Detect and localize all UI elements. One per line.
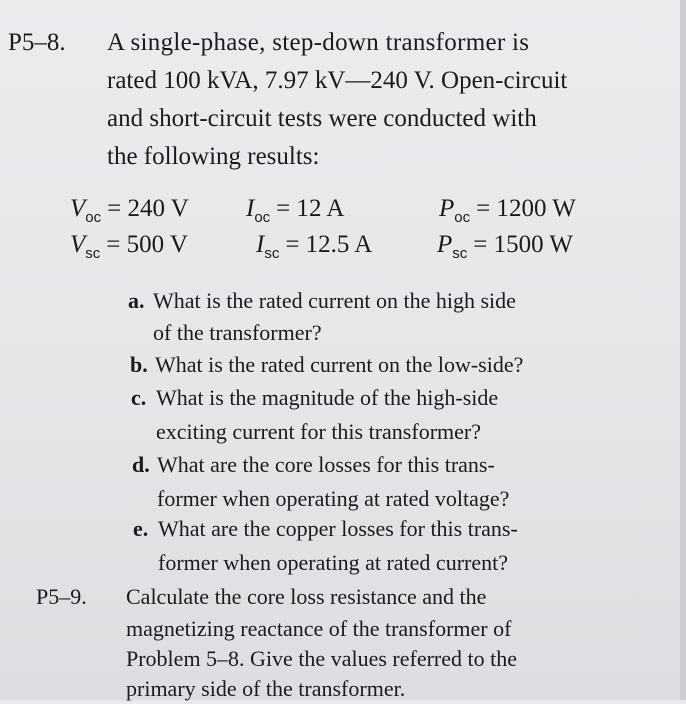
- question-a-letter: a.: [128, 288, 145, 313]
- question-b-letter: b.: [130, 352, 148, 377]
- p-sc-subscript: sc: [452, 245, 468, 262]
- v-oc-symbol: V: [70, 195, 86, 222]
- p-sc-value: = 1500 W: [473, 231, 574, 258]
- i-sc-symbol: I: [256, 231, 265, 258]
- problem-5-9-line-2: magnetizing reactance of the transformer of: [126, 616, 512, 641]
- i-oc: [246, 194, 344, 227]
- i-oc-symbol: I: [246, 195, 255, 222]
- problem-5-8-line-4: the following results:: [107, 143, 320, 170]
- v-sc-value: = 500 V: [106, 231, 188, 258]
- p-sc: [437, 230, 573, 263]
- i-sc: [256, 230, 372, 263]
- problem-5-9-line-3: Problem 5–8. Give the values referred to the: [126, 646, 517, 671]
- question-e-line-1: What are the copper losses for this trans-: [158, 516, 518, 541]
- i-sc-subscript: sc: [264, 245, 280, 262]
- v-sc: [70, 230, 188, 263]
- p-oc: [439, 194, 576, 227]
- question-b-line-1: What is the rated current on the low-side?: [155, 352, 524, 377]
- question-a-line-2: of the transformer?: [153, 320, 322, 345]
- question-c-line-2: exciting current for this transformer?: [156, 419, 481, 444]
- v-sc-subscript: sc: [85, 245, 101, 262]
- v-oc: [70, 194, 189, 227]
- i-oc-subscript: oc: [254, 209, 271, 226]
- problem-5-8-line-2: rated 100 kVA, 7.97 kV—240 V. Open-circuit: [107, 67, 568, 94]
- problem-5-9-line-1: Calculate the core loss resistance and the: [126, 584, 487, 609]
- problem-number-5-9: P5–9.: [36, 584, 87, 609]
- question-d-line-1: What are the core losses for this trans-: [157, 452, 495, 477]
- question-d-letter: d.: [132, 452, 150, 477]
- p-oc-symbol: P: [439, 195, 455, 222]
- question-c-line-1: What is the magnitude of the high-side: [156, 385, 499, 410]
- i-sc-value: = 12.5 A: [285, 231, 373, 258]
- p-oc-value: = 1200 W: [476, 195, 576, 222]
- p-oc-subscript: oc: [454, 209, 471, 226]
- v-oc-subscript: oc: [85, 209, 102, 226]
- v-sc-symbol: V: [70, 231, 86, 258]
- i-oc-value: = 12 A: [276, 195, 345, 222]
- p-sc-symbol: P: [437, 231, 453, 258]
- question-a-line-1: What is the rated current on the high side: [153, 288, 516, 313]
- problem-number-5-8: P5–8.: [8, 29, 66, 56]
- question-d-line-2: former when operating at rated voltage?: [157, 486, 510, 511]
- problem-5-9-line-4: primary side of the transformer.: [126, 676, 406, 701]
- problem-5-8-line-1: A single-phase, step-down transformer is: [107, 29, 530, 56]
- question-e-letter: e.: [133, 516, 149, 541]
- page-edge: [680, 0, 686, 700]
- v-oc-value: = 240 V: [107, 195, 189, 222]
- problem-5-8-line-3: and short-circuit tests were conducted with: [107, 105, 537, 132]
- question-e-line-2: former when operating at rated current?: [158, 550, 508, 575]
- question-c-letter: c.: [131, 385, 147, 410]
